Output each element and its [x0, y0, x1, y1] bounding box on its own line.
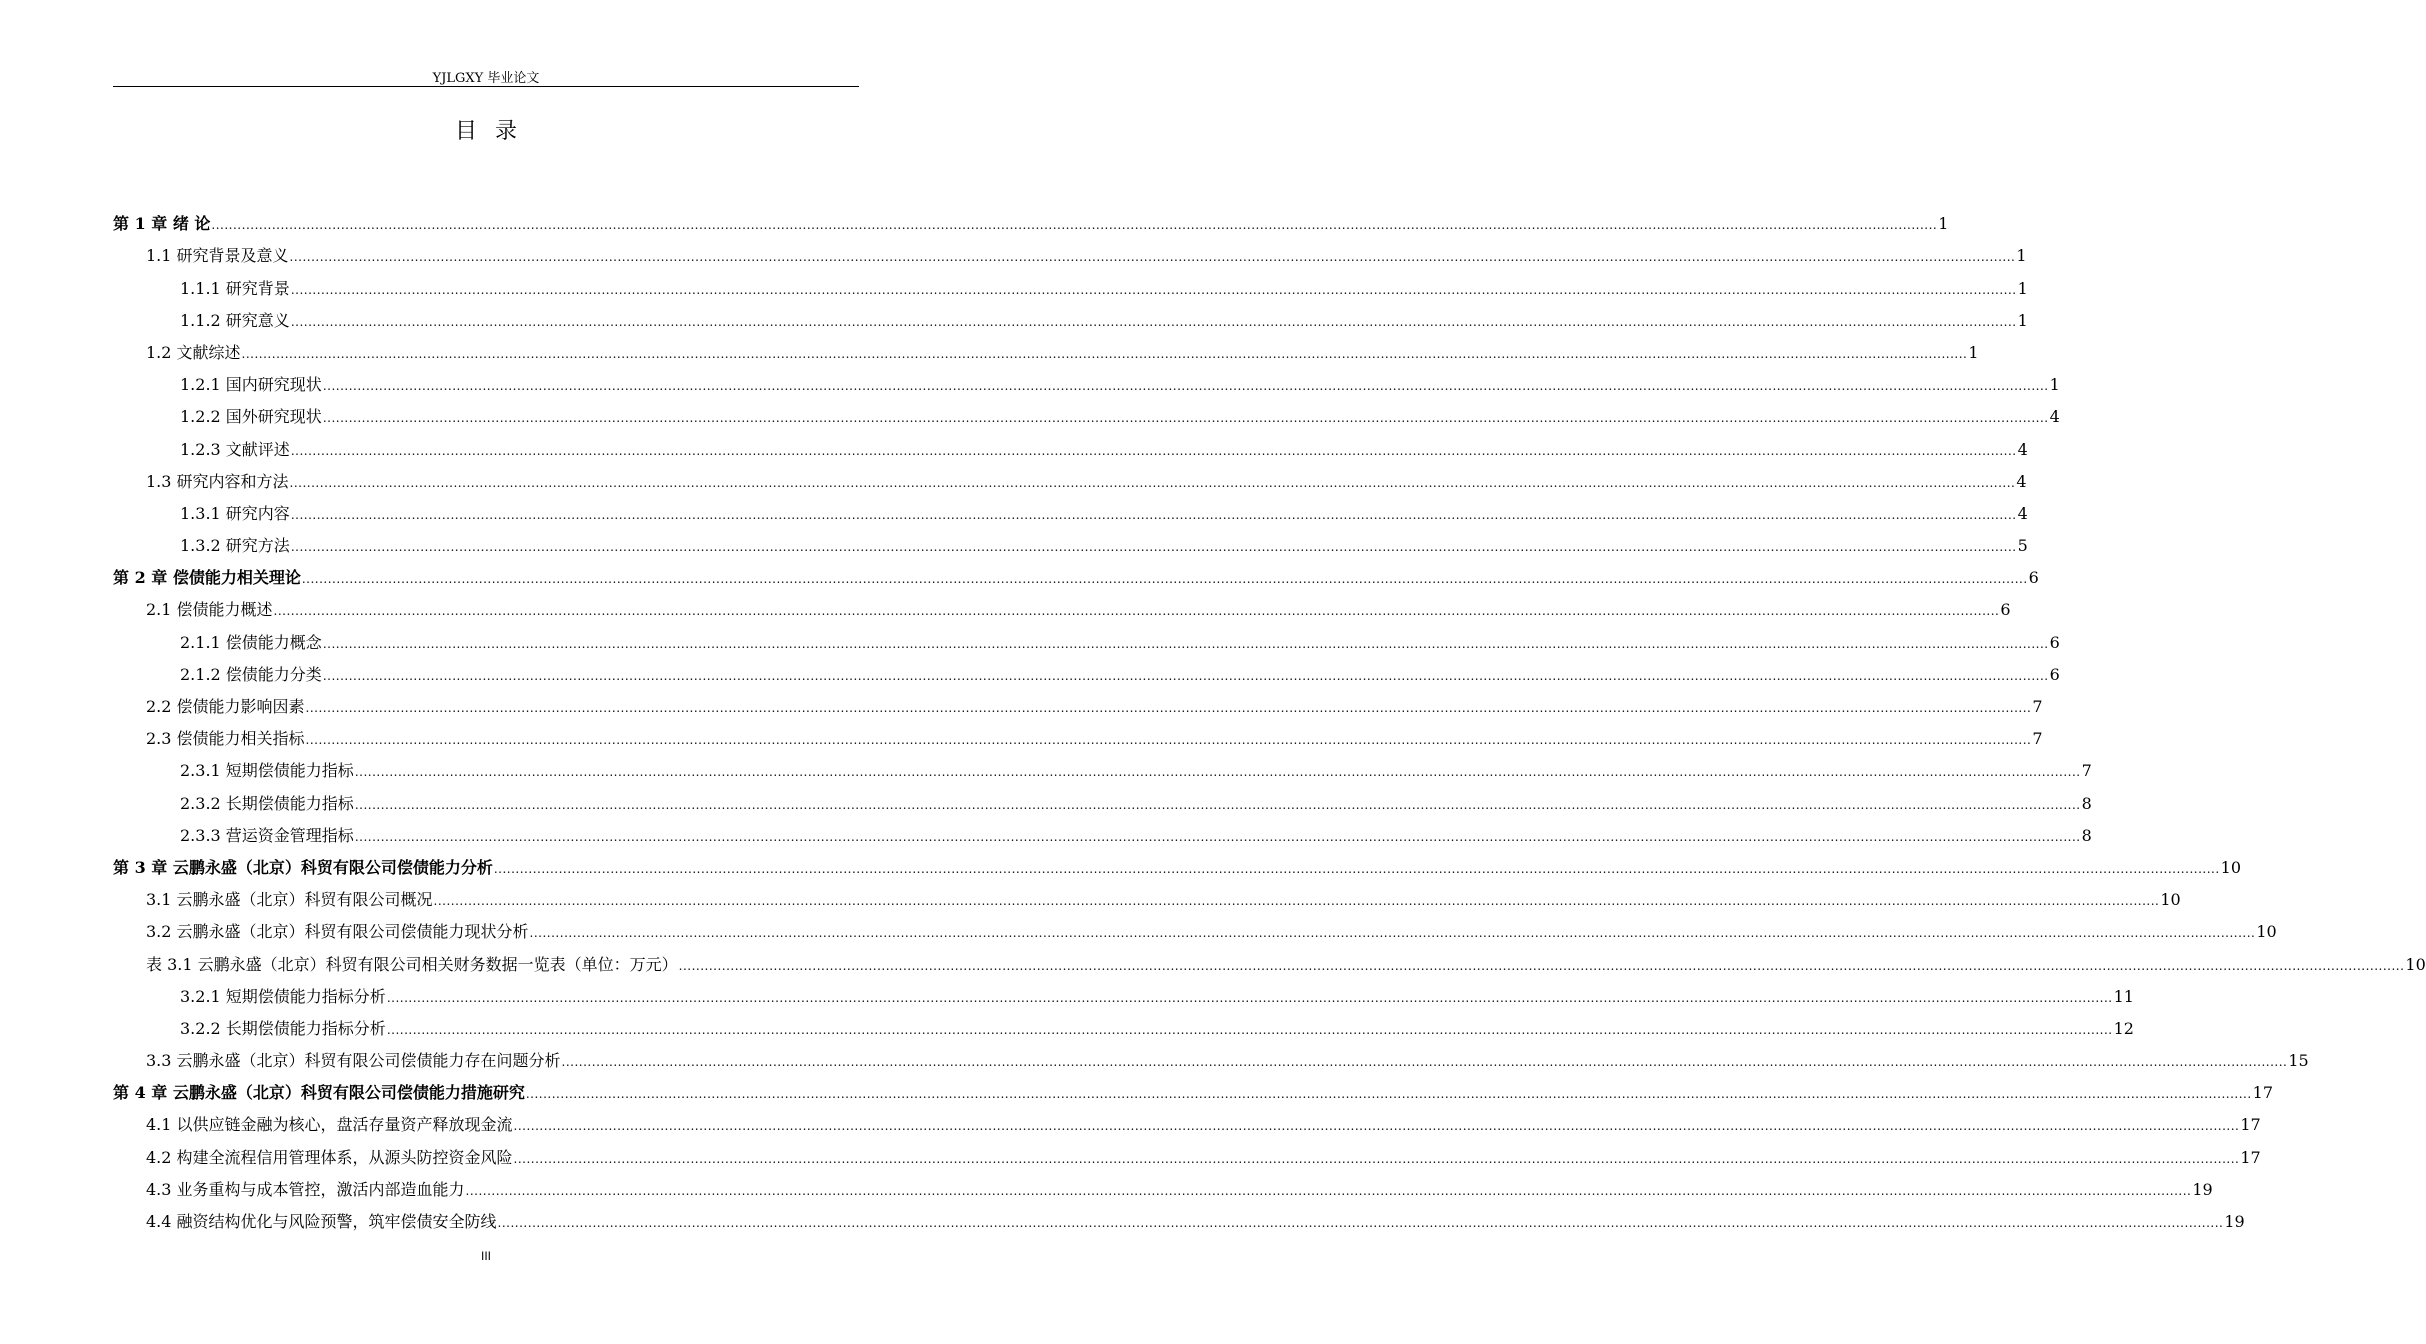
dot-leader: ................................................................................................................................................................................................................................................................................................................................................................................................................: [211, 218, 1938, 233]
toc-entry[interactable]: [113, 687, 2043, 719]
toc-entry-label: 2.1.1 偿债能力概念: [180, 632, 322, 652]
dot-leader: ................................................................................................................................................................................................................................................................................................................................................................................................................: [290, 282, 2017, 297]
dot-leader: ................................................................................................................................................................................................................................................................................................................................................................................................................: [354, 797, 2081, 812]
toc-entry[interactable]: [113, 526, 2028, 558]
dot-leader: ................................................................................................................................................................................................................................................................................................................................................................................................................: [322, 668, 2049, 683]
dot-leader: ................................................................................................................................................................................................................................................................................................................................................................................................................: [386, 990, 2113, 1005]
toc-entry-page: 4: [2017, 439, 2028, 459]
dot-leader: ................................................................................................................................................................................................................................................................................................................................................................................................................: [386, 1022, 2113, 1037]
toc-entry-page: 6: [2000, 600, 2011, 620]
dot-leader: ................................................................................................................................................................................................................................................................................................................................................................................................................: [354, 765, 2081, 780]
toc-entry-label: 3.2.1 短期偿债能力指标分析: [180, 986, 386, 1006]
toc-entry[interactable]: [113, 1170, 2213, 1202]
toc-entry-label: 1.3 研究内容和方法: [146, 471, 289, 491]
running-header: YJLGXY 毕业论文: [432, 71, 540, 86]
toc-entry-page: 11: [2113, 986, 2134, 1006]
toc-entry-page: 6: [2028, 568, 2039, 588]
toc-entry-page: 1: [1968, 342, 1979, 362]
toc-entry-label: 表 3.1 云鹏永盛（北京）科贸有限公司相关财务数据一览表（单位：万元）: [146, 954, 678, 974]
dot-leader: ................................................................................................................................................................................................................................................................................................................................................................................................................: [289, 475, 2016, 490]
toc-entry[interactable]: [113, 1202, 2245, 1234]
toc-entry[interactable]: [113, 558, 2039, 590]
toc-entry-page: 4: [2017, 503, 2028, 523]
page-title: 目录: [454, 119, 535, 144]
toc-entry-page: 5: [2017, 536, 2028, 556]
toc-entry-label: 第 3 章 云鹏永盛（北京）科贸有限公司偿债能力分析: [113, 857, 493, 877]
toc-entry[interactable]: [113, 494, 2028, 526]
toc-entry[interactable]: [113, 1105, 2261, 1137]
dot-leader: ................................................................................................................................................................................................................................................................................................................................................................................................................: [561, 1055, 2288, 1070]
toc-entry[interactable]: [113, 783, 2092, 815]
toc-entry[interactable]: [113, 719, 2043, 751]
toc-entry-page: 10: [2220, 857, 2241, 877]
toc-entry-label: 2.3 偿债能力相关指标: [146, 729, 305, 749]
toc-entry-label: 4.4 融资结构优化与风险预警，筑牢偿债安全防线: [146, 1212, 497, 1231]
dot-leader: ................................................................................................................................................................................................................................................................................................................................................................................................................: [290, 540, 2017, 555]
toc-entry-page: 7: [2081, 761, 2092, 781]
toc-entry-page: 17: [2240, 1115, 2261, 1135]
dot-leader: ................................................................................................................................................................................................................................................................................................................................................................................................................: [305, 733, 2032, 748]
toc-entry-page: 8: [2081, 793, 2092, 813]
toc-entry[interactable]: [113, 1137, 2261, 1169]
toc-entry-label: 1.2.1 国内研究现状: [180, 375, 322, 395]
toc-entry-label: 1.2.3 文献评述: [180, 439, 290, 459]
toc-entry-label: 第 1 章 绪 论: [113, 214, 211, 234]
dot-leader: ................................................................................................................................................................................................................................................................................................................................................................................................................: [241, 346, 1968, 361]
toc-entry-label: 1.3.2 研究方法: [180, 536, 290, 556]
dot-leader: ................................................................................................................................................................................................................................................................................................................................................................................................................: [322, 379, 2049, 394]
dot-leader: ................................................................................................................................................................................................................................................................................................................................................................................................................: [301, 572, 2028, 587]
toc-entry-page: 1: [2016, 246, 2027, 266]
dot-leader: ................................................................................................................................................................................................................................................................................................................................................................................................................: [305, 701, 2032, 715]
toc-entry-label: 1.1.1 研究背景: [180, 278, 290, 298]
toc-entry-page: 19: [2192, 1179, 2213, 1199]
dot-leader: ................................................................................................................................................................................................................................................................................................................................................................................................................: [513, 1119, 2240, 1134]
toc-entry-label: 2.2 偿债能力影响因素: [146, 697, 305, 716]
toc-entry[interactable]: [113, 1073, 2273, 1105]
toc-entry-label: 2.3.3 营运资金管理指标: [180, 825, 354, 845]
toc-entry-page: 6: [2049, 632, 2060, 652]
toc-entry-label: 第 4 章 云鹏永盛（北京）科贸有限公司偿债能力措施研究: [113, 1083, 525, 1103]
dot-leader: ................................................................................................................................................................................................................................................................................................................................................................................................................: [433, 894, 2160, 909]
toc-entry-page: 10: [2405, 954, 2426, 974]
toc-entry-page: 7: [2032, 729, 2043, 749]
toc-entry[interactable]: [113, 816, 2092, 848]
toc-entry-page: 4: [2049, 407, 2060, 427]
toc-entry[interactable]: [113, 751, 2092, 783]
toc-entry[interactable]: [113, 462, 2027, 494]
toc-entry[interactable]: [113, 268, 2028, 300]
toc-entry-label: 2.3.1 短期偿债能力指标: [180, 761, 354, 781]
toc-entry[interactable]: [113, 848, 2241, 880]
toc-entry[interactable]: [113, 333, 1979, 365]
toc-entry-label: 3.2.2 长期偿债能力指标分析: [180, 1018, 386, 1038]
toc-entry-page: 7: [2032, 697, 2043, 716]
dot-leader: ................................................................................................................................................................................................................................................................................................................................................................................................................: [290, 314, 2017, 329]
header-rule: [113, 86, 859, 87]
toc-entry-page: 10: [2160, 890, 2181, 910]
toc-entry-label: 1.2.2 国外研究现状: [180, 407, 322, 427]
toc-entry-label: 第 2 章 偿债能力相关理论: [113, 568, 301, 588]
toc-entry-label: 2.1 偿债能力概述: [146, 600, 273, 620]
toc-entry-page: 1: [2017, 278, 2028, 298]
toc-entry-page: 1: [2017, 310, 2028, 330]
toc-entry[interactable]: [113, 429, 2028, 461]
toc-entry[interactable]: [113, 1009, 2134, 1041]
toc-entry[interactable]: [113, 397, 2060, 429]
toc-entry-page: 15: [2288, 1051, 2309, 1071]
dot-leader: ................................................................................................................................................................................................................................................................................................................................................................................................................: [290, 507, 2017, 522]
toc-entry-label: 1.2 文献综述: [146, 342, 241, 362]
toc-entry[interactable]: [113, 1041, 2309, 1073]
dot-leader: ................................................................................................................................................................................................................................................................................................................................................................................................................: [525, 1087, 2252, 1102]
toc-entry-label: 3.3 云鹏永盛（北京）科贸有限公司偿债能力存在问题分析: [146, 1051, 561, 1071]
toc-entry-label: 4.3 业务重构与成本管控，激活内部造血能力: [146, 1179, 465, 1199]
dot-leader: ................................................................................................................................................................................................................................................................................................................................................................................................................: [513, 1151, 2240, 1166]
toc-entry-label: 3.1 云鹏永盛（北京）科贸有限公司概况: [146, 890, 433, 910]
dot-leader: ................................................................................................................................................................................................................................................................................................................................................................................................................: [354, 829, 2081, 844]
toc-entry[interactable]: [113, 301, 2028, 333]
toc-entry[interactable]: [113, 655, 2060, 687]
toc-entry-label: 2.3.2 长期偿债能力指标: [180, 793, 354, 813]
toc-entry-page: 4: [2016, 471, 2027, 491]
dot-leader: ................................................................................................................................................................................................................................................................................................................................................................................................................: [322, 411, 2049, 426]
toc-entry-label: 1.1 研究背景及意义: [146, 246, 289, 266]
toc-entry[interactable]: [113, 590, 2011, 622]
toc-entry[interactable]: [113, 236, 2027, 268]
toc-entry-page: 1: [2049, 375, 2060, 395]
table-of-contents: [113, 204, 2426, 1234]
toc-entry-page: 8: [2081, 825, 2092, 845]
toc-entry-page: 6: [2049, 664, 2060, 684]
toc-entry-page: 17: [2240, 1147, 2261, 1167]
dot-leader: ................................................................................................................................................................................................................................................................................................................................................................................................................: [529, 926, 2256, 941]
dot-leader: ................................................................................................................................................................................................................................................................................................................................................................................................................: [289, 250, 2016, 265]
toc-entry-page: 12: [2113, 1018, 2134, 1038]
toc-entry-label: 2.1.2 偿债能力分类: [180, 664, 322, 684]
toc-entry[interactable]: [113, 365, 2060, 397]
dot-leader: ................................................................................................................................................................................................................................................................................................................................................................................................................: [493, 861, 2220, 876]
dot-leader: ................................................................................................................................................................................................................................................................................................................................................................................................................: [290, 443, 2017, 458]
dot-leader: ................................................................................................................................................................................................................................................................................................................................................................................................................: [678, 958, 2405, 973]
toc-entry-label: 4.2 构建全流程信用管理体系，从源头防控资金风险: [146, 1147, 513, 1167]
toc-entry-label: 1.3.1 研究内容: [180, 503, 290, 523]
toc-entry-page: 1: [1938, 214, 1949, 234]
toc-entry-page: 10: [2256, 922, 2277, 942]
toc-entry-label: 4.1 以供应链金融为核心，盘活存量资产释放现金流: [146, 1115, 513, 1135]
dot-leader: ................................................................................................................................................................................................................................................................................................................................................................................................................: [497, 1216, 2224, 1230]
toc-entry[interactable]: [113, 622, 2060, 654]
toc-entry-page: 19: [2224, 1212, 2245, 1231]
toc-entry[interactable]: [113, 912, 2277, 944]
toc-entry[interactable]: [113, 944, 2426, 976]
toc-entry-page: 17: [2252, 1083, 2273, 1103]
toc-entry-label: 1.1.2 研究意义: [180, 310, 290, 330]
page-number: III: [480, 1249, 491, 1263]
toc-entry[interactable]: [113, 880, 2181, 912]
toc-entry[interactable]: [113, 977, 2134, 1009]
toc-entry-label: 3.2 云鹏永盛（北京）科贸有限公司偿债能力现状分析: [146, 922, 529, 942]
dot-leader: ................................................................................................................................................................................................................................................................................................................................................................................................................: [273, 604, 2000, 619]
toc-entry[interactable]: [113, 204, 1949, 236]
dot-leader: ................................................................................................................................................................................................................................................................................................................................................................................................................: [322, 636, 2049, 651]
dot-leader: ................................................................................................................................................................................................................................................................................................................................................................................................................: [465, 1183, 2192, 1198]
